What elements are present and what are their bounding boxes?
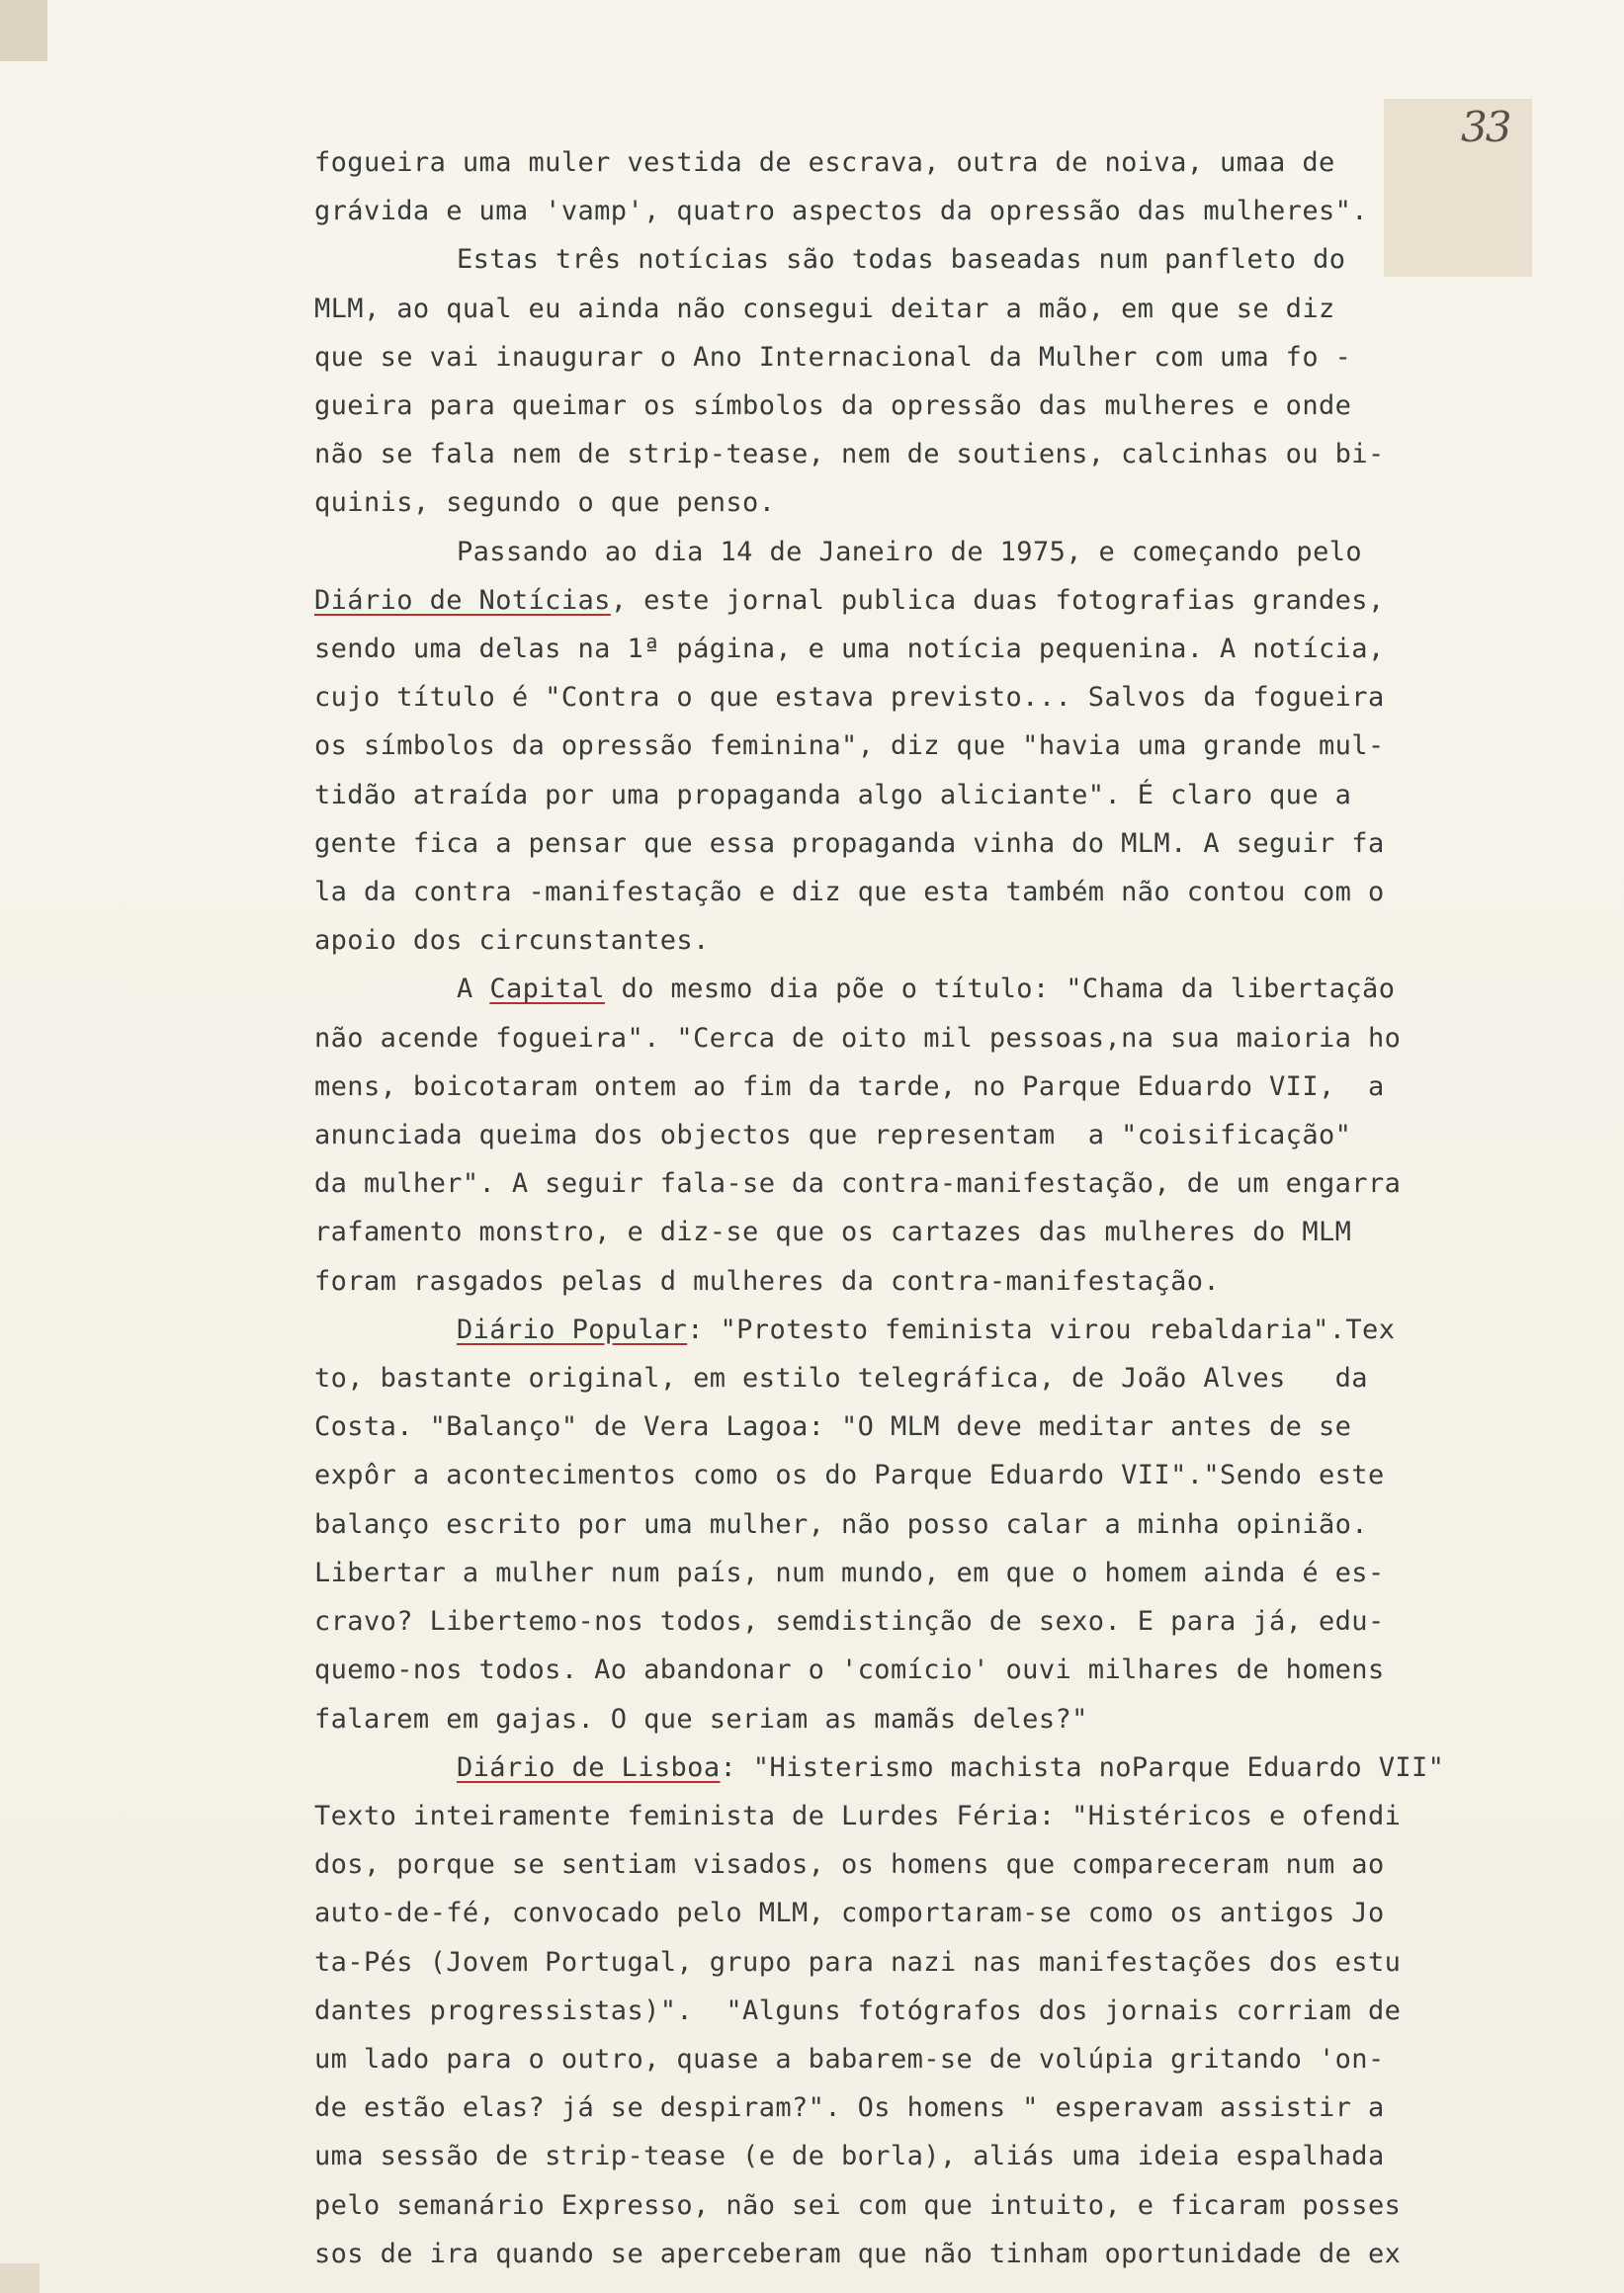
text-line: apoio dos circunstantes.: [314, 925, 710, 957]
text-line: sendo uma delas na 1ª página, e uma notícia pequenina. A notícia,: [314, 634, 1385, 665]
text-line: dos, porque se sentiam visados, os homens que compareceram num ao: [314, 1849, 1385, 1881]
newspaper-title: Diário de Lisboa: [457, 1751, 721, 1783]
text-line: Diário de Lisboa: "Histerismo machista noParque Eduardo VII": [457, 1751, 1445, 1783]
text-line: rafamento monstro, e diz-se que os cartazes das mulheres do MLM: [314, 1217, 1352, 1248]
text-line: mens, boicotaram ontem ao fim da tarde, no Parque Eduardo VII, a: [314, 1070, 1385, 1102]
text-line: da mulher". A seguir fala-se da contra-manifestação, de um engarra: [314, 1168, 1402, 1200]
tape-bottom-left: [0, 2263, 40, 2293]
typed-text-block: [314, 138, 1520, 2278]
newspaper-title: Diário de Notícias: [314, 584, 611, 616]
text-line: Texto inteiramente feminista de Lurdes Féria: "Histéricos e ofendi: [314, 1800, 1402, 1831]
text-line: de estão elas? já se despiram?". Os homens " esperavam assistir a: [314, 2092, 1385, 2124]
text-line: que se vai inaugurar o Ano Internacional da Mulher com uma fo -: [314, 341, 1352, 373]
text-line: fogueira uma muler vestida de escrava, outra de noiva, umaa de: [314, 147, 1335, 178]
text-line: gueira para queimar os símbolos da opressão das mulheres e onde: [314, 390, 1352, 422]
text-line: Libertar a mulher num país, num mundo, em que o homem ainda é es-: [314, 1557, 1385, 1588]
text-line: quinis, segundo o que penso.: [314, 487, 776, 519]
tape-top-left: [0, 0, 47, 61]
text-line: auto-de-fé, convocado pelo MLM, comportaram-se como os antigos Jo: [314, 1898, 1385, 1929]
text-line: grávida e uma 'vamp', quatro aspectos da opressão das mulheres".: [314, 196, 1368, 227]
text-line: expôr a acontecimentos como os do Parque Eduardo VII"."Sendo este: [314, 1460, 1385, 1491]
text-line: la da contra -manifestação e diz que esta também não contou com o: [314, 877, 1385, 908]
newspaper-title: Diário Popular: [457, 1314, 688, 1345]
text-line: to, bastante original, em estilo telegráfica, de João Alves da: [314, 1363, 1368, 1395]
text-line: foram rasgados pelas d mulheres da contra-manifestação.: [314, 1265, 1221, 1297]
text-line: dantes progressistas)". "Alguns fotógrafos dos jornais corriam de: [314, 1995, 1402, 2026]
text-line: não acende fogueira". "Cerca de oito mil pessoas,na sua maioria ho: [314, 1022, 1402, 1054]
text-line: uma sessão de strip-tease (e de borla), aliás uma ideia espalhada: [314, 2141, 1385, 2172]
text-line: anunciada queima dos objectos que representam a "coisificação": [314, 1120, 1352, 1151]
newspaper-title: Capital: [489, 974, 605, 1005]
text-line: tidão atraída por uma propaganda algo aliciante". É claro que a: [314, 779, 1352, 810]
text-line: Costa. "Balanço" de Vera Lagoa: "O MLM deve meditar antes de se: [314, 1411, 1352, 1443]
text-line: MLM, ao qual eu ainda não consegui deitar a mão, em que se diz: [314, 293, 1335, 324]
text-line: sos de ira quando se aperceberam que não tinham oportunidade de ex: [314, 2238, 1402, 2269]
text-line: os símbolos da opressão feminina", diz que "havia uma grande mul-: [314, 730, 1385, 762]
text-line: Estas três notícias são todas baseadas num panfleto do: [457, 244, 1346, 276]
text-line: cujo título é "Contra o que estava previsto... Salvos da fogueira: [314, 682, 1385, 714]
text-line: Passando ao dia 14 de Janeiro de 1975, e começando pelo: [457, 536, 1363, 567]
text-line: balanço escrito por uma mulher, não posso calar a minha opinião.: [314, 1508, 1368, 1540]
text-line: falarem em gajas. O que seriam as mamãs deles?": [314, 1703, 1088, 1735]
text-line: Diário Popular: "Protesto feminista virou rebaldaria".Tex: [457, 1314, 1396, 1345]
text-line: Diário de Notícias, este jornal publica duas fotografias grandes,: [314, 584, 1385, 616]
text-line: A Capital do mesmo dia põe o título: "Chama da libertação: [457, 974, 1396, 1005]
text-line: ta-Pés (Jovem Portugal, grupo para nazi nas manifestações dos estu: [314, 1946, 1402, 1978]
text-line: gente fica a pensar que essa propaganda vinha do MLM. A seguir fa: [314, 827, 1385, 859]
text-line: quemo-nos todos. Ao abandonar o 'comício' ouvi milhares de homens: [314, 1655, 1385, 1686]
text-line: não se fala nem de strip-tease, nem de soutiens, calcinhas ou bi-: [314, 439, 1385, 470]
text-line: pelo semanário Expresso, não sei com que intuito, e ficaram posses: [314, 2189, 1402, 2221]
text-line: um lado para o outro, quase a babarem-se de volúpia gritando 'on-: [314, 2043, 1385, 2075]
page-number: 33: [1461, 103, 1510, 151]
text-line: cravo? Libertemo-nos todos, semdistinção de sexo. E para já, edu-: [314, 1606, 1385, 1638]
